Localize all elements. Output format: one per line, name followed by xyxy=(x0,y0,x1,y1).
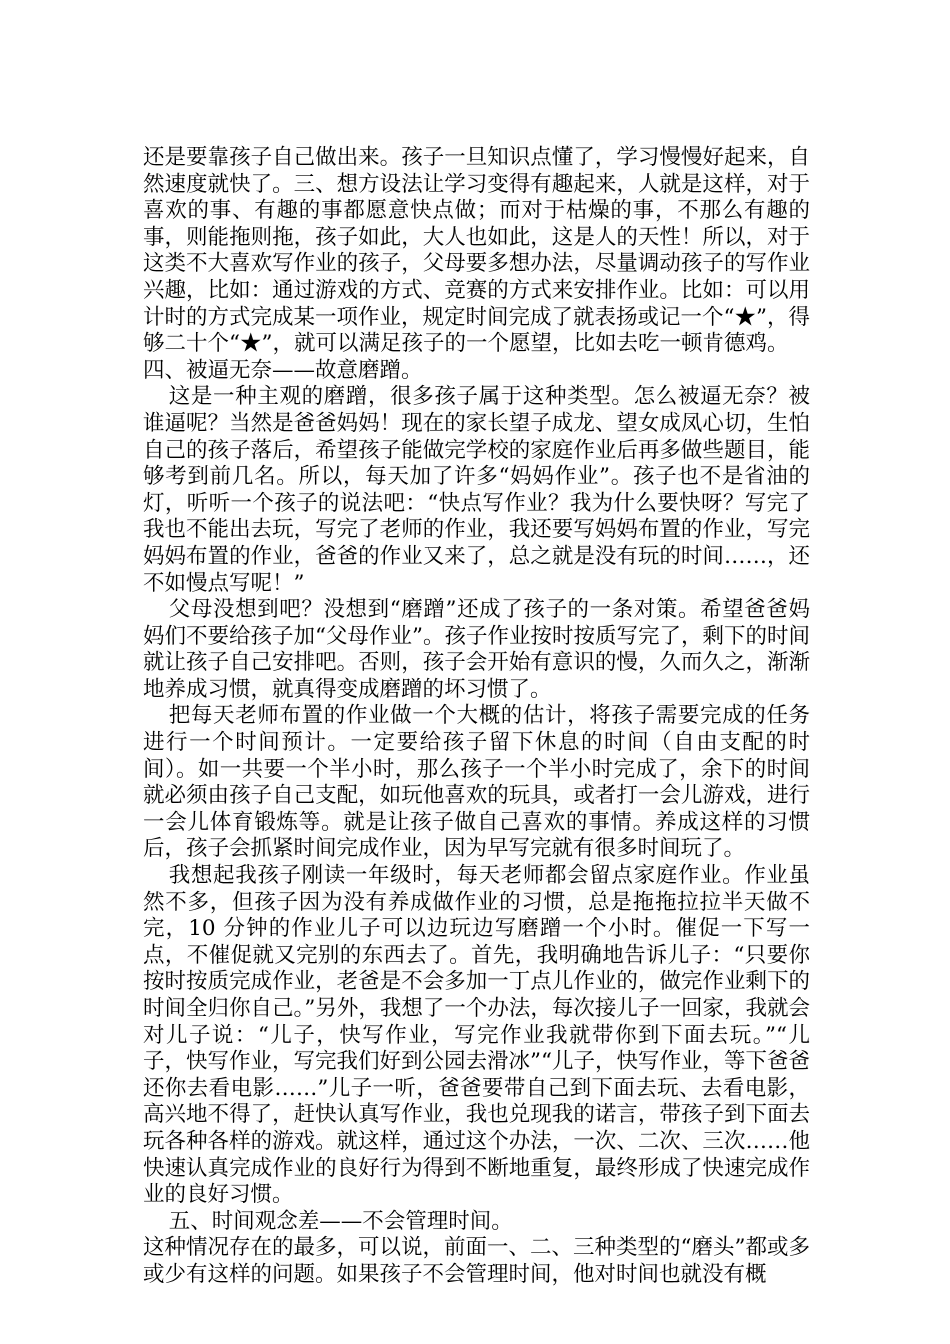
paragraph: 把每天老师布置的作业做一个大概的估计，将孩子需要完成的任务进行一个时间预计。一定要给孩子留下休息的时间（自由支配的时间）。如一共要一个半小时，那么孩子一个半小时完成了，余下的时间就必须由孩子自己支配，如玩他喜欢的玩具，或者打一会儿游戏，进行一会儿体育锻炼等。就是让孩子做自己喜欢的事情。养成这样的习惯后，孩子会抓紧时间完成作业，因为早写完就有很多时间玩了。 xyxy=(143,703,810,862)
document-body xyxy=(143,145,810,1289)
paragraph: 这是一种主观的磨蹭，很多孩子属于这种类型。怎么被逼无奈？被谁逼呢？当然是爸爸妈妈！现在的家长望子成龙、望女成凤心切，生怕自己的孩子落后，希望孩子能做完学校的家庭作业后再多做些题目，能够考到前几名。所以，每天加了许多“妈妈作业”。孩子也不是省油的灯，听听一个孩子的说法吧：“快点写作业？我为什么要快呀？写完了我也不能出去玩，写完了老师的作业，我还要写妈妈布置的作业，写完妈妈布置的作业，爸爸的作业又来了，总之就是没有玩的时间……，还不如慢点写呢！” xyxy=(143,384,810,596)
paragraph: 还是要靠孩子自己做出来。孩子一旦知识点懂了，学习慢慢好起来，自然速度就快了。三、想方设法让学习变得有趣起来，人就是这样，对于喜欢的事、有趣的事都愿意快点做；而对于枯燥的事，不那么有趣的事，则能拖则拖，孩子如此，大人也如此，这是人的天性！所以，对于这类不大喜欢写作业的孩子，父母要多想办法，尽量调动孩子的写作业兴趣，比如：通过游戏的方式、竞赛的方式来安排作业。比如：可以用计时的方式完成某一项作业，规定时间完成了就表扬或记一个“★”，得够二十个“★”，就可以满足孩子的一个愿望，比如去吃一顿肯德鸡。 xyxy=(143,145,810,357)
section-heading-4: 四、被逼无奈——故意磨蹭。 xyxy=(143,357,423,383)
section-heading-5: 五、时间观念差——不会管理时间。 xyxy=(168,1208,513,1234)
paragraph: 我想起我孩子刚读一年级时，每天老师都会留点家庭作业。作业虽然不多，但孩子因为没有养成做作业的习惯，总是拖拖拉拉半天做不完，10 分钟的作业儿子可以边玩边写磨蹭一个小时。催促一下写一点，不催促就又完别的东西去了。首先，我明确地告诉儿子：“只要你按时按质完成作业，老爸是不会多加一丁点儿作业的，做完作业剩下的时间全归你自己。”另外，我想了一个办法，每次接儿子一回家，我就会对儿子说：“儿子，快写作业，写完作业我就带你到下面去玩。”“儿子，快写作业，写完我们好到公园去滑冰”“儿子，快写作业，等下爸爸还你去看电影……”儿子一听，爸爸要带自己到下面去玩、去看电影，高兴地不得了，赶快认真写作业，我也兑现我的诺言，带孩子到下面去玩各种各样的游戏。就这样，通过这个办法，一次、二次、三次……他快速认真完成作业的良好行为得到不断地重复，最终形成了快速完成作业的良好习惯。 xyxy=(143,863,810,1208)
paragraph: 这种情况存在的最多，可以说，前面一、二、三种类型的“磨头”都或多或少有这样的问题。如果孩子不会管理时间，他对时间也就没有概 xyxy=(143,1235,810,1287)
paragraph: 父母没想到吧？没想到“磨蹭”还成了孩子的一条对策。希望爸爸妈妈们不要给孩子加“父母作业”。孩子作业按时按质写完了，剩下的时间就让孩子自己安排吧。否则，孩子会开始有意识的慢，久而久之，渐渐地养成习惯，就真得变成磨蹭的坏习惯了。 xyxy=(143,597,810,702)
